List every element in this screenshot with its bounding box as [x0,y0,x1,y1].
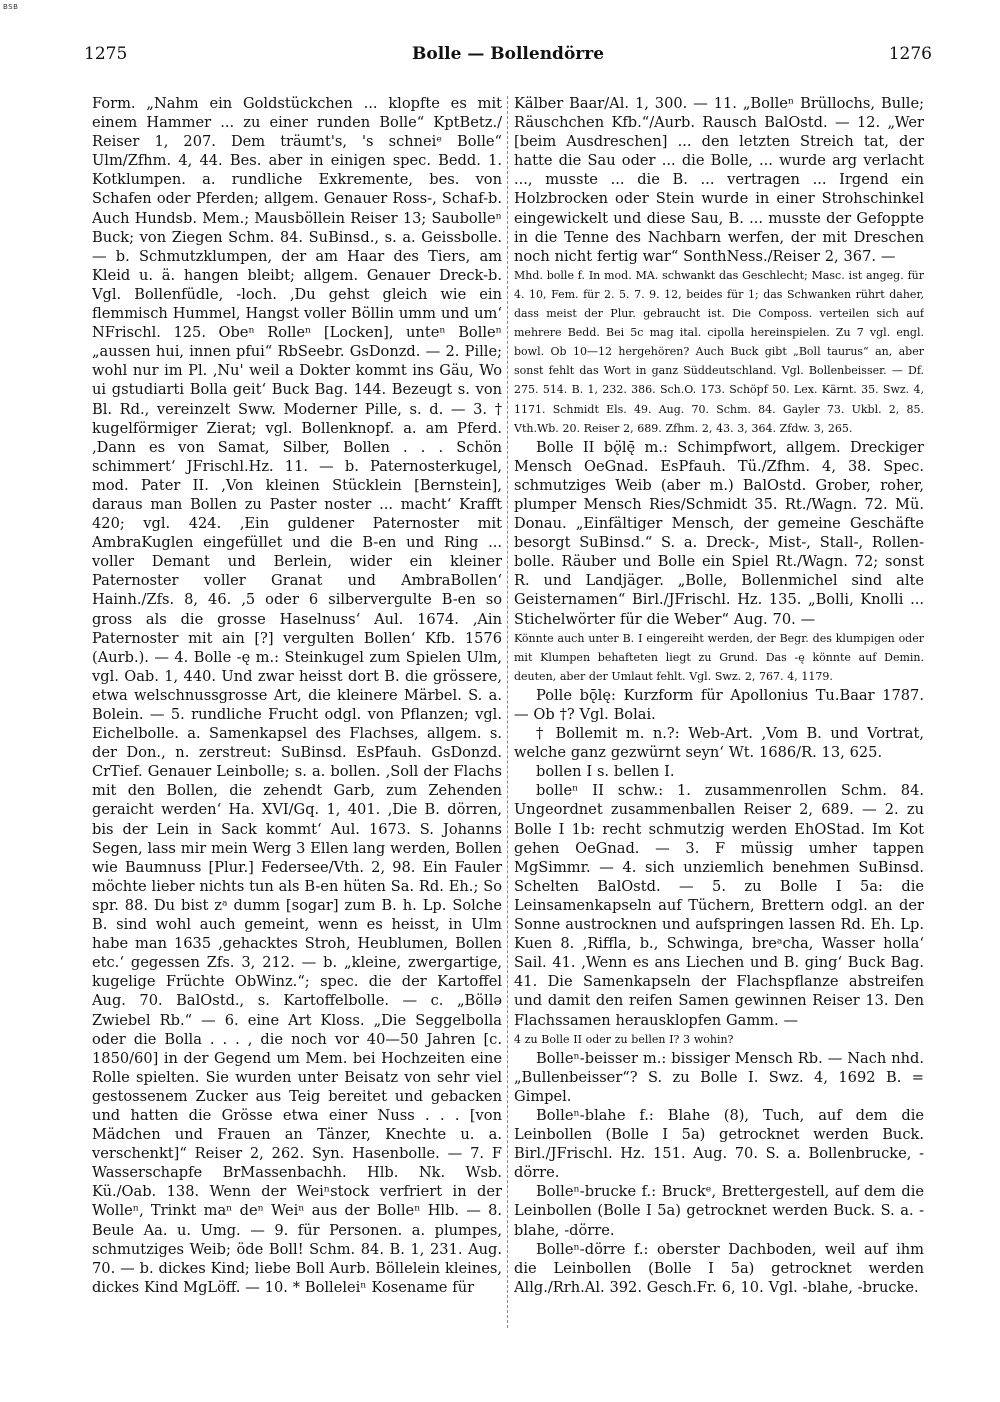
entry-bollen-ii: bolleⁿ II schw.: 1. zusammenrollen Schm. 84. Ungeordnet zusammenballen Reiser 2, 689. — 2. zu Bolle I 1b: recht schmutzig werden EhOStad. Im Kot gehen OeGnad. — 3. F müssig umher tappen MgSimmr. — 4. sich unziemlich benehmen SuBinsd. Schelten BalOstd. — 5. zu Bolle I 5a: die Leinsamenkapseln auf Tüchern, Brettern odgl. an der Sonne austrocknen und aufspringen lassen Rd. Eh. Lp. Kuen 8. ‚Riffla, b., Schwinga, breᵃcha, Wasser holla‘ Sail. 41. ‚Wenn es ans Liechen und B. ging‘ Buck Bag. 41. Die Samenkapseln der Flachspflanze abstreifen und damit den reifen Samen gewinnen Reiser 13. Den Flachssamen herausklopfen Gamm. — [514,782,924,1029]
entry-bollen-beisser: Bolleⁿ-beisser m.: bissiger Mensch Rb. — Nach nhd. „Bullenbeisser“? S. zu Bolle I. Swz. 4, 1692 B. = Gimpel. [514,1049,924,1105]
entry-polle: Polle bǭlę: Kurzform für Apollonius Tu.Baar 1787. — Ob †? Vgl. Bolai. [514,686,924,723]
entry-bollemit: † Bollemit m. n.?: Web-Art. ‚Vom B. und Vortrat, welche ganz gezwürnt seyn‘ Wt. 1686/R. 13, 625. [514,725,924,762]
column-divider [507,96,508,1328]
running-head: Bolle — Bollendörre [411,44,605,64]
left-column [92,94,502,1334]
page-header [84,44,932,72]
right-column [514,94,924,1334]
entry-continuation: Kälber Baar/Al. 1, 300. — 11. „Bolleⁿ Brüllochs, Bulle; Räuschchen Kfb.“/Aurb. Rausch BalOstd. — 12. „Wer [beim Ausdreschen] ... den letzten Streich tat, der hatte die Sau oder ... die Bolle, ... wurde arg verlacht ..., musste ... die B. ... vertragen ... Irgend ein Holzbrocken oder Stein wurde in einer Strohschinkel eingewickelt und diese Sau, B. ... musste der Gefoppte in die Tenne des Nachbarn werfen, der mit Dreschen noch nicht fertig war“ SonthNess./Reiser 2, 367. — [514,95,924,265]
entry-bollen-blahe: Bolleⁿ-blahe f.: Blahe (8), Tuch, auf dem die Leinbollen (Bolle I 5a) getrocknet werden Buck. Birl./JFrischl. Hz. 151. Aug. 70. S. a. Bollenbrucke, -dörre. [514,1106,924,1182]
right-page-number: 1276 [888,44,932,64]
left-page-number: 1275 [84,44,128,64]
note-bollen-ii: 4 zu Bolle II oder zu bellen I? 3 wohin? [514,1032,734,1046]
entry-bollen-brucke: Bolleⁿ-brucke f.: Bruckᵉ, Brettergestell, auf dem die Leinbollen (Bolle I 5a) getrocknet werden Buck. S. a. -blahe, -dörre. [514,1183,924,1239]
library-stamp: BSB [3,3,19,11]
note-bolle-ii: Könnte auch unter B. I eingereiht werden, der Begr. des klumpigen oder mit Klumpen behafteten liegt zu Grund. Das -ę könnte auf Demin. deuten, aber der Umlaut fehlt. Vgl. Swz. 2, 767. 4, 1179. [514,631,924,683]
entry-bollen-reference: bollen I s. bellen I. [536,763,675,781]
entry-bolle-ii: Bolle II bǫ̈lę̄ m.: Schimpfwort, allgem. Dreckiger Mensch OeGnad. EsPfauh. Tü./Zfhm. 4, 38. Spec. schmutziges Weib (aber m.) BalOstd. Grober, roher, plumper Mensch Ries/Schmidt 35. Rt./Wagn. 72. Mü. Donau. „Einfältiger Mensch, der gemeine Geschäfte besorgt SuBinsd.“ S. a. Dreck-, Mist-, Stall-, Rollen-bolle. Räuber und Bolle ein Spiel Rt./Wagn. 72; sonst R. und Landjäger. „Bolle, Bollenmichel sind alte Geisternamen“ Birl./JFrischl. Hz. 135. „Bolli, Knolli ... Stichelwörter für die Weber“ Aug. 70. — [514,438,924,628]
etymology-note: Mhd. bolle f. In mod. MA. schwankt das Geschlecht; Masc. ist angeg. für 4. 10, Fem. für 2. 5. 7. 9. 12, beides für 1; das Schwanken rührt daher, dass meist der Plur. gebraucht ist. Die Composs. verteilen sich auf mehrere Bedd. Bei 5c mag ital. cipolla hereinspielen. Zu 7 vgl. engl. bowl. Ob 10—12 hergehören? Auch Buck gibt „Boll taurus“ an, aber sonst fehlt das Wort in ganz Süddeutschland. Vgl. Bollenbeisser. — Df. 275. 514. B. 1, 232. 386. Sch.O. 173. Schöpf 50. Lex. Kärnt. 35. Swz. 4, 1171. Schmidt Els. 49. Aug. 70. Schm. 84. Gayler 73. Ukbl. 2, 85. Vth.Wb. 20. Reiser 2, 689. Zfhm. 2, 43. 3, 364. Zfdw. 3, 265. [514,268,924,435]
entry-bollen-doerre: Bolleⁿ-dörre f.: oberster Dachboden, weil auf ihm die Leinbollen (Bolle I 5a) getrocknet werden Allg./Rrh.Al. 392. Gesch.Fr. 6, 10. Vgl. -blahe, -brucke. [514,1240,924,1296]
entry-text: Form. „Nahm ein Goldstückchen ... klopfte es mit einem Hammer ... zu einer runden Bolle“ KptBetz./ Reiser 1, 207. Dem träumt's, 's schneiᵉ Bolle“ Ulm/Zfhm. 4, 44. Bes. aber in einigen spec. Bedd. 1. Kotklumpen. a. rundliche Exkremente, bes. von Schafen oder Pferden; allgem. Genauer Ross-, Schaf-b. Auch Hundsb. Mem.; Mausböllein Reiser 13; Saubolleⁿ Buck; von Ziegen Schm. 84. SuBinsd., s. a. Geissbolle. — b. Schmutzklumpen, der am Haar des Tiers, am Kleid u. ä. hangen bleibt; allgem. Genauer Dreck-b. Vgl. Bollenfüdle, -loch. ‚Du gehst gleich wie ein flemmisch Hummel, Hangst voller Böllin umm und um‘ NFrischl. 125. Obeⁿ Rolleⁿ [Locken], unteⁿ Bolleⁿ „aussen hui, innen pfui“ RbSeebr. GsDonzd. — 2. Pille; wohl nur im Pl. ‚Nu' weil a Dokter kommt ins Gäu, Wo ui gstudiarti Bolla geit‘ Buck Bag. 144. Bezeugt s. von Bl. Rd., vereinzelt Sww. Moderner Pille, s. d. — 3. † kugelförmiger Zierat; vgl. Bollenknopf. a. am Pferd. ‚Dann es von Samat, Silber, Bollen . . . Schön schimmert‘ JFrischl.Hz. 11. — b. Paternosterkugel, mod. Pater II. ‚Von kleinen Stücklein [Bernstein], daraus man Bollen zu Paster noster ... macht‘ Krafft 420; vgl. 424. ‚Ein guldener Paternoster mit AmbraKuglen eingefüllet und die B-en und Ring ... voller Demant und Berlein, wider ein kleiner Paternoster voller Granat und AmbraBollen‘ Hainh./Zfs. 8, 46. ‚5 oder 6 silbervergulte B-en so gross als die grosse Haselnuss‘ Aul. 1674. ‚Ain Paternoster mit ain [?] vergulten Bollen‘ Kfb. 1576 (Aurb.). — 4. Bolle -ę m.: Steinkugel zum Spielen Ulm, vgl. Oab. 1, 440. Und zwar heisst dort B. die grössere, etwa welschnussgrosse Art, die kleinere Märbel. S. a. Bolein. — 5. rundliche Frucht odgl. von Pflanzen; vgl. Eichelbolle. a. Samenkapsel des Flachses, allgem. s. der Don., n. zerstreut: SuBinsd. EsPfauh. GsDonzd. CrTief. Genauer Leinbolle; s. a. bollen. ‚Soll der Flachs mit den Bollen, die zehendt Garb, zum Zehenden geraicht werden‘ Ha. XVI/Gq. 1, 401. ‚Die B. dörren, bis der Lein in Sack kommt‘ Aul. 1673. S. Johanns Segen, lass mir mein Werg 3 Ellen lang werden, Bollen wie Baumnuss [Plur.] Federsee/Vth. 2, 98. Ein Fauler möchte lieber nichts tun als B-en hüten Sa. Rd. Eh.; So spr. 88. Du bist zᵃ dumm [sogar] zum B. h. Lp. Solche B. sind wohl auch gemeint, wenn es heisst, in Ulm habe man 1635 ‚gehacktes Stroh, Heublumen, Bollen etc.‘ gegessen Zfs. 3, 212. — b. „kleine, zwergartige, kugelige Früchte ObWinz.“; spec. die der Kartoffel Aug. 70. BalOstd., s. Kartoffelbolle. — c. „Böllə Zwiebel Rb.“ — 6. eine Art Kloss. „Die Seggelbolla oder die Bolla . . . , die noch vor 40—50 Jahren [c. 1850/60] in der Gegend um Mem. bei Hochzeiten eine Rolle spielten. Sie wurden unter Beisatz von sehr viel gestossenem Zucker aus Teig bereitet und gebacken und hatten die Grösse etwa einer Nuss . . . [von Mädchen und Frauen an Tänzer, Knechte u. a. verschenkt]“ Reiser 2, 262. Syn. Hasenbolle. — 7. F Wasserschapfe BrMassenbachh. Hlb. Nk. Wsb. Kü./Oab. 138. Wenn der Weiⁿstock verfriert in der Wolleⁿ, Trinkt maⁿ deⁿ Weiⁿ aus der Bolleⁿ Hlb. — 8. Beule Aa. u. Umg. — 9. für Personen. a. plumpes, schmutziges Weib; öde Boll! Schm. 84. B. 1, 231. Aug. 70. — b. dickes Kind; liebe Boll Aurb. Böllelein kleines, dickes Kind MgLöff. — 10. * Bolleleiⁿ Kosename für [92,95,502,1296]
